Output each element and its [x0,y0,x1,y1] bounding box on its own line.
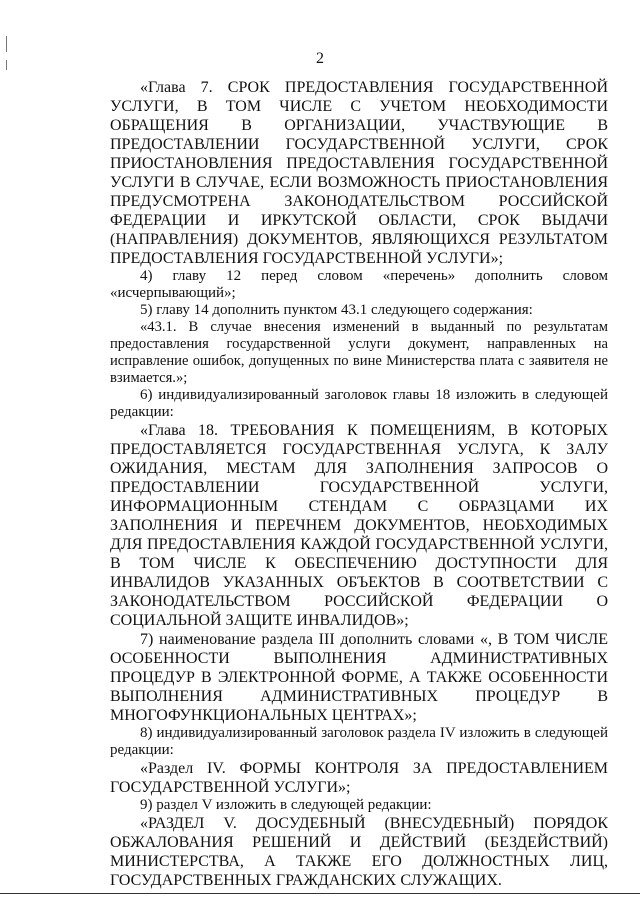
paragraph-item-9: 9) раздел V изложить в следующей редакции: [140,797,432,813]
paragraph-item-5: 5) главу 14 дополнить пунктом 43.1 следующего содержания: [140,302,533,318]
bottom-rule [0,893,640,894]
paragraph-clause-43-1: «43.1. В случае внесения изменений в выданный по результатам предоставления государственной услуги документ, направленных на исправление ошибок, допущенных по вине Министерства плата с заявителя не взимается.»; [110,319,608,386]
document-body [110,78,608,890]
paragraph-chapter-18-title: «Глава 18. ТРЕБОВАНИЯ К ПОМЕЩЕНИЯМ, В КОТОРЫХ ПРЕДОСТАВЛЯЕТСЯ ГОСУДАРСТВЕННАЯ УСЛУГА, К ЗАЛУ ОЖИДАНИЯ, МЕСТАМ ДЛЯ ЗАПОЛНЕНИЯ ЗАПРОСОВ О ПРЕДОСТАВЛЕНИИ ГОСУДАРСТВЕННОЙ УСЛУГИ, ИНФОРМАЦИОННЫМ СТЕНДАМ С ОБРАЗЦАМИ ИХ ЗАПОЛНЕНИЯ И ПЕРЕЧНЕМ ДОКУМЕНТОВ, НЕОБХОДИМЫХ ДЛЯ ПРЕДОСТАВЛЕНИЯ КАЖДОЙ ГОСУДАРСТВЕННОЙ УСЛУГИ, В ТОМ ЧИСЛЕ К ОБЕСПЕЧЕНИЮ ДОСТУПНОСТИ ДЛЯ ИНВАЛИДОВ УКАЗАННЫХ ОБЪЕКТОВ В СООТВЕТСТВИИ С ЗАКОНОДАТЕЛЬСТВОМ РОССИЙСКОЙ ФЕДЕРАЦИИ О СОЦИАЛЬНОЙ ЗАЩИТЕ ИНВАЛИДОВ»; [110,422,608,629]
paragraph-item-7: 7) наименование раздела III дополнить словами «, В ТОМ ЧИСЛЕ ОСОБЕННОСТИ ВЫПОЛНЕНИЯ АДМИНИСТРАТИВНЫХ ПРОЦЕДУР В ЭЛЕКТРОННОЙ ФОРМЕ, А ТАКЖЕ ОСОБЕННОСТИ ВЫПОЛНЕНИЯ АДМИНИСТРАТИВНЫХ ПРОЦЕДУР В МНОГОФУНКЦИОНАЛЬНЫХ ЦЕНТРАХ»; [110,631,608,724]
paragraph-chapter-7-title: «Глава 7. СРОК ПРЕДОСТАВЛЕНИЯ ГОСУДАРСТВЕННОЙ УСЛУГИ, В ТОМ ЧИСЛЕ С УЧЕТОМ НЕОБХОДИМОСТИ ОБРАЩЕНИЯ В ОРГАНИЗАЦИИ, УЧАСТВУЮЩИЕ В ПРЕДОСТАВЛЕНИИ ГОСУДАРСТВЕННОЙ УСЛУГИ, СРОК ПРИОСТАНОВЛЕНИЯ ПРЕДОСТАВЛЕНИЯ ГОСУДАРСТВЕННОЙ УСЛУГИ В СЛУЧАЕ, ЕСЛИ ВОЗМОЖНОСТЬ ПРИОСТАНОВЛЕНИЯ ПРЕДУСМОТРЕНА ЗАКОНОДАТЕЛЬСТВОМ РОССИЙСКОЙ ФЕДЕРАЦИИ И ИРКУТСКОЙ ОБЛАСТИ, СРОК ВЫДАЧИ (НАПРАВЛЕНИЯ) ДОКУМЕНТОВ, ЯВЛЯЮЩИХСЯ РЕЗУЛЬТАТОМ ПРЕДОСТАВЛЕНИЯ ГОСУДАРСТВЕННОЙ УСЛУГИ»; [110,79,608,267]
paragraph-section-4-title: «Раздел IV. ФОРМЫ КОНТРОЛЯ ЗА ПРЕДОСТАВЛЕНИЕМ ГОСУДАРСТВЕННОЙ УСЛУГИ»; [110,760,608,796]
paragraph-item-4: 4) главу 12 перед словом «перечень» дополнить словом «исчерпывающий»; [110,268,608,301]
paragraph-item-8: 8) индивидуализированный заголовок раздела IV изложить в следующей редакции: [110,725,608,758]
paragraph-section-5-title: «РАЗДЕЛ V. ДОСУДЕБНЫЙ (ВНЕСУДЕБНЫЙ) ПОРЯДОК ОБЖАЛОВАНИЯ РЕШЕНИЙ И ДЕЙСТВИЙ (БЕЗДЕЙСТВИЙ) МИНИСТЕРСТВА, А ТАКЖЕ ЕГО ДОЛЖНОСТНЫХ ЛИЦ, ГОСУДАРСТВЕННЫХ ГРАЖДАНСКИХ СЛУЖАЩИХ. [110,815,608,889]
paragraph-item-6: 6) индивидуализированный заголовок главы 18 изложить в следующей редакции: [110,387,608,420]
page-number: 2 [316,50,324,67]
